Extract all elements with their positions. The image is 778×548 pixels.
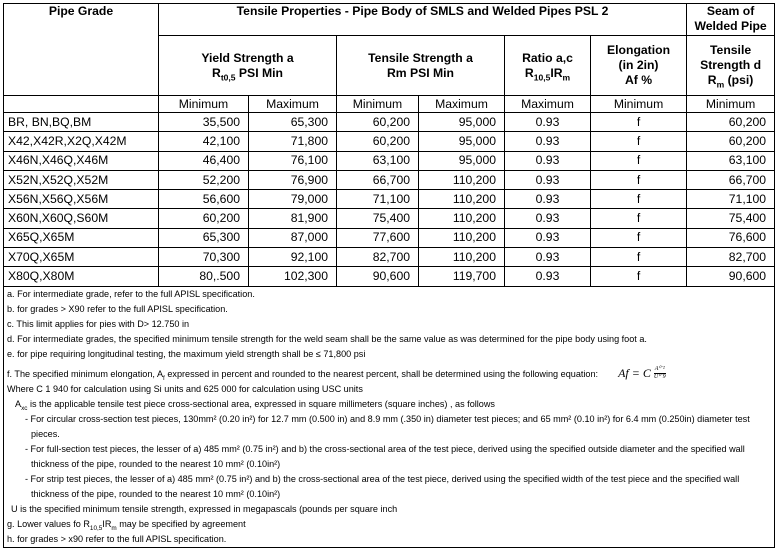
- note-strip: - For strip test pieces, the lesser of a) 485 mm² (0.75 in²) and b) the cross-sectional area of the test piece, derived using the specified width of the test piece and the specified wall thickness of the pipe, rounded to the nearest 10 mm² (0.10in²): [25, 473, 740, 499]
- yield-min-cell: 70,300: [159, 248, 249, 267]
- grade-cell: X42,X42R,X2Q,X42M: [4, 132, 159, 151]
- table-row: [4, 113, 775, 132]
- yield-max-cell: 71,800: [249, 132, 337, 151]
- yield-min-cell: 42,100: [159, 132, 249, 151]
- table-row: [4, 209, 775, 228]
- table-row: [4, 132, 775, 151]
- elong-line-3: Af %: [624, 73, 653, 87]
- note-where: Where C 1 940 for calculation using Si units and 625 000 for calculation using USC units: [7, 383, 363, 394]
- note-e: e. for pipe requiring longitudinal testing, the maximum yield strength shall be ≤ 71,800 psi: [7, 348, 366, 359]
- table-row: [4, 151, 775, 170]
- note-f: f. The specified minimum elongation, $A_f$ expressed in percent and rounded to the nearest percent, shall be determined using the following equation: Af = C $\frac{\text{A⁰˙²}}{\text{U⁰˙9}}$: [7, 365, 666, 382]
- tensile-min-cell: 77,600: [337, 228, 419, 247]
- yield-line-2: $R_{t0,5}$ PSI Min: [212, 65, 283, 82]
- grade-cell: X60N,X60Q,S60M: [4, 209, 159, 228]
- yield-max-cell: 65,300: [249, 113, 337, 132]
- tensile-max-cell: 95,000: [419, 113, 505, 132]
- seam-min-subheader: Minimum: [687, 96, 775, 113]
- seam-strength-cell: 60,200: [687, 113, 775, 132]
- tensile-max-cell: 110,200: [419, 248, 505, 267]
- yield-min-cell: 80,.500: [159, 267, 249, 286]
- tensile-max-cell: 95,000: [419, 151, 505, 170]
- tensile-max-cell: 110,200: [419, 190, 505, 209]
- ratio-cell: 0.93: [505, 170, 591, 189]
- ratio-cell: 0.93: [505, 151, 591, 170]
- grade-cell: BR, BN,BQ,BM: [4, 113, 159, 132]
- spec-sheet: [3, 3, 774, 548]
- table-row: [4, 267, 775, 286]
- grade-cell: X56N,X56Q,X56M: [4, 190, 159, 209]
- yield-min-cell: 35,500: [159, 113, 249, 132]
- tensile-line-1: Tensile Strength a: [368, 50, 473, 65]
- grade-cell: X52N,X52Q,X52M: [4, 170, 159, 189]
- tensile-max-cell: 119,700: [419, 267, 505, 286]
- tensile-properties-table: [3, 3, 775, 548]
- tensile-min-cell: 82,700: [337, 248, 419, 267]
- footnotes: [4, 286, 775, 547]
- tensile-min-cell: 90,600: [337, 267, 419, 286]
- table-row: [4, 190, 775, 209]
- seam-strength-cell: 82,700: [687, 248, 775, 267]
- grade-cell: X65Q,X65M: [4, 228, 159, 247]
- tensile-min-cell: 60,200: [337, 132, 419, 151]
- yield-strength-header: [159, 36, 337, 96]
- ratio-cell: 0.93: [505, 267, 591, 286]
- table-row: [4, 170, 775, 189]
- note-g: g. Lower values fo $R_{10,5}IR_m$ may be specified by agreement: [7, 518, 246, 532]
- ratio-cell: 0.93: [505, 113, 591, 132]
- note-h: h. for grades > x90 refer to the full APISL specification.: [7, 533, 227, 544]
- tensile-min-cell: 66,700: [337, 170, 419, 189]
- elong-line-1: Elongation: [607, 43, 671, 57]
- tensile-min-cell: 60,200: [337, 113, 419, 132]
- elong-line-2: (in 2in): [618, 58, 659, 72]
- tensile-max-cell: 95,000: [419, 132, 505, 151]
- ratio-cell: 0.93: [505, 132, 591, 151]
- grade-cell: X80Q,X80M: [4, 267, 159, 286]
- seam-strength-cell: 90,600: [687, 267, 775, 286]
- ratio-header: [505, 36, 591, 96]
- elongation-cell: f: [591, 228, 687, 247]
- tensile-strength-header: [337, 36, 505, 96]
- ratio-cell: 0.93: [505, 190, 591, 209]
- yield-max-subheader: Maximum: [249, 96, 337, 113]
- yield-min-cell: 56,600: [159, 190, 249, 209]
- yield-min-cell: 65,300: [159, 228, 249, 247]
- tensile-max-subheader: Maximum: [419, 96, 505, 113]
- elongation-cell: f: [591, 267, 687, 286]
- tensile-min-subheader: Minimum: [337, 96, 419, 113]
- yield-min-cell: 60,200: [159, 209, 249, 228]
- seam-line-3: $R_m$ (psi): [707, 73, 754, 90]
- ratio-line-2: $R_{10,5}IR_m$: [524, 65, 571, 82]
- yield-max-cell: 92,100: [249, 248, 337, 267]
- pipe-grade-header: Pipe Grade: [4, 4, 159, 96]
- note-d: d. For intermediate grades, the specified minimum tensile strength for the weld seam shall be the same value as was determined for the pipe body using foot a.: [7, 333, 647, 344]
- yield-max-cell: 76,900: [249, 170, 337, 189]
- ratio-line-1: Ratio a,c: [522, 50, 573, 65]
- note-circular: - For circular cross-section test pieces, 130mm² (0.20 in²) for 12.7 mm (0.500 in) and 8.9 mm (.350 in) diameter test pieces; and 65 mm² (0.10 in²) for 6.4 mm (0.250in) diameter test pieces.: [25, 413, 750, 439]
- grade-cell: X70Q,X65M: [4, 248, 159, 267]
- elong-min-subheader: Minimum: [591, 96, 687, 113]
- note-u: U is the specified minimum tensile strength, expressed in megapascals (pounds per square inch: [11, 503, 398, 514]
- elongation-cell: f: [591, 190, 687, 209]
- seam-strength-header: [687, 36, 775, 96]
- tensile-max-cell: 110,200: [419, 228, 505, 247]
- seam-line-2: Strength d: [700, 58, 762, 72]
- yield-min-cell: 52,200: [159, 170, 249, 189]
- elongation-cell: f: [591, 248, 687, 267]
- tensile-min-cell: 71,100: [337, 190, 419, 209]
- yield-max-cell: 81,900: [249, 209, 337, 228]
- note-a: a. For intermediate grade, refer to the full APISL specification.: [7, 288, 255, 299]
- yield-max-cell: 102,300: [249, 267, 337, 286]
- tensile-max-cell: 110,200: [419, 170, 505, 189]
- tensile-line-2: Rm PSI Min: [386, 65, 455, 80]
- tensile-properties-header: Tensile Properties - Pipe Body of SMLS and Welded Pipes PSL 2: [159, 4, 687, 36]
- yield-min-subheader: Minimum: [159, 96, 249, 113]
- yield-max-cell: 79,000: [249, 190, 337, 209]
- yield-max-cell: 76,100: [249, 151, 337, 170]
- seam-strength-cell: 71,100: [687, 190, 775, 209]
- elongation-cell: f: [591, 209, 687, 228]
- yield-line-1: Yield Strength a: [201, 50, 294, 65]
- elongation-cell: f: [591, 151, 687, 170]
- tensile-max-cell: 110,200: [419, 209, 505, 228]
- table-row: [4, 228, 775, 247]
- seam-strength-cell: 76,600: [687, 228, 775, 247]
- seam-header: Seam of Welded Pipe: [687, 4, 775, 36]
- tensile-min-cell: 63,100: [337, 151, 419, 170]
- ratio-max-subheader: Maximum: [505, 96, 591, 113]
- grade-cell: X46N,X46Q,X46M: [4, 151, 159, 170]
- elongation-cell: f: [591, 132, 687, 151]
- ratio-cell: 0.93: [505, 248, 591, 267]
- elongation-cell: f: [591, 113, 687, 132]
- elongation-header: [591, 36, 687, 96]
- yield-min-cell: 46,400: [159, 151, 249, 170]
- note-axc: $A_{xc}$ is the applicable tensile test piece cross-sectional area, expressed in square millimeters (square inches) , as follows: [15, 398, 495, 412]
- seam-strength-cell: 63,100: [687, 151, 775, 170]
- seam-line-1: Tensile: [710, 43, 752, 57]
- seam-strength-cell: 75,400: [687, 209, 775, 228]
- grade-rows: [4, 113, 775, 287]
- note-b: b. for grades > X90 refer to the full APISL specification.: [7, 303, 228, 314]
- elongation-cell: f: [591, 170, 687, 189]
- yield-max-cell: 87,000: [249, 228, 337, 247]
- note-c: c. This limit applies for pies with D> 12.750 in: [7, 318, 190, 329]
- ratio-cell: 0.93: [505, 228, 591, 247]
- ratio-cell: 0.93: [505, 209, 591, 228]
- blank-subheader: [4, 96, 159, 113]
- table-row: [4, 248, 775, 267]
- seam-strength-cell: 66,700: [687, 170, 775, 189]
- note-full-section: - For full-section test pieces, the lesser of a) 485 mm² (0.75 in²) and b) the cross-sectional area of the test piece, derived using the specified outside diameter and the specified wall thickness of the pipe, rounded to the nearest 10 mm² (0.10in²): [25, 443, 745, 469]
- tensile-min-cell: 75,400: [337, 209, 419, 228]
- elongation-equation: Af = C $\frac{\text{A⁰˙²}}{\text{U⁰˙9}}$: [618, 365, 666, 381]
- seam-strength-cell: 60,200: [687, 132, 775, 151]
